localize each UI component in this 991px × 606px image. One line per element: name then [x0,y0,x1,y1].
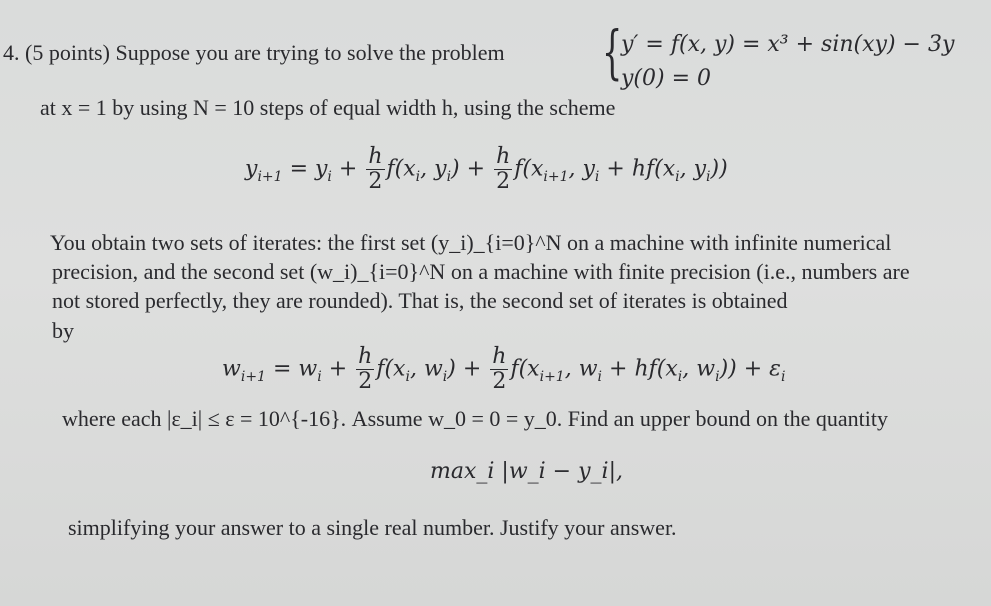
where-line: where each |ε_i| ≤ ε = 10^{-16}. Assume w_0 = 0 = y_0. Find an upper bound on the quantity [62,406,888,431]
left-brace: { [602,18,623,86]
ode-equation: y′ = f(x, y) = x³ + sin(xy) − 3y [621,32,955,57]
closing-line: simplifying your answer to a single real number. Justify your answer. [68,515,677,540]
paragraph-line-4: by [52,318,74,343]
paragraph-line-2: precision, and the second set (w_i)_{i=0}^N on a machine with finite precision (i.e., numbers are [52,259,910,284]
problem-line-2: at x = 1 by using N = 10 steps of equal width h, using the scheme [40,95,616,120]
quantity-expression: max_i |w_i − y_i|, [430,459,623,484]
intro-text: Suppose you are trying to solve the problem [115,40,505,65]
paragraph-line-3: not stored perfectly, they are rounded). That is, the second set of iterates is obtained [52,288,788,313]
initial-condition: y(0) = 0 [621,66,712,91]
problem-header [3,40,505,66]
points-label: (5 points) [25,40,110,65]
perturbed-scheme-equation: $w_{i+1} = w_i$ + $\frac{h}{2}$ $f(x_i$, $w_i$) + $\frac{h}{2}$ $f(x_{i+1}$, $w_i + hf(x_i$, $w_i)) + \varepsilon_i$ [222,344,786,394]
scheme-equation: $y_{i+1} = y_i$ + $\frac{h}{2}$ $f(x_i$, $y_i$) + $\frac{h}{2}$ $f(x_{i+1}$, $y_i + hf(x_i$, $y_i$)) [245,144,728,194]
problem-number: 4. [3,40,20,65]
paragraph-line-1: You obtain two sets of iterates: the first set (y_i)_{i=0}^N on a machine with infinite numerical [50,230,892,255]
